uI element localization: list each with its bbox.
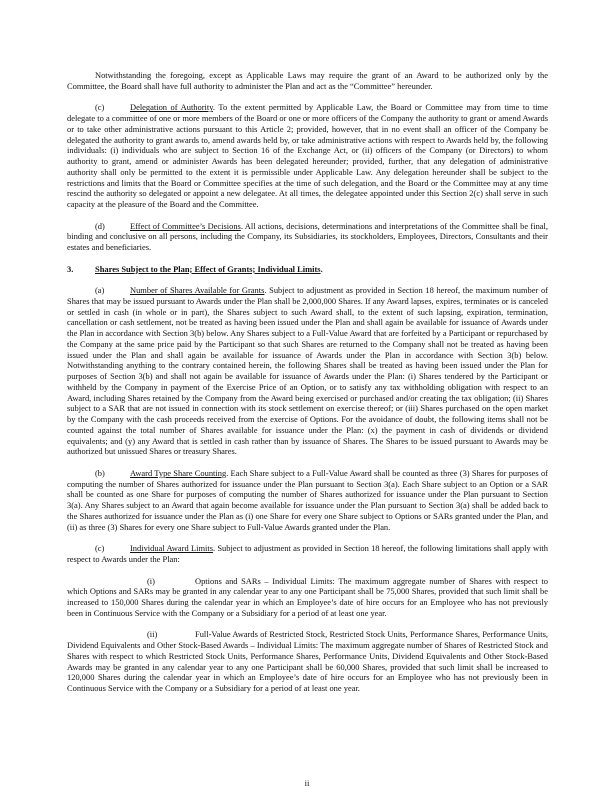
paragraph-title: Number of Shares Available for Grants <box>130 285 265 296</box>
paragraph-3a <box>67 285 548 457</box>
paragraph-text: . Subject to adjustment as provided in Section 18 hereof, the following limitations shall apply with respect to Awards under the Plan: <box>67 543 548 565</box>
intro-text: Notwithstanding the foregoing, except as Applicable Laws may require the grant of an Award to be authorized only by the Committee, the Board shall have full authority to administer the Plan and act as the “Committee” hereunder. <box>67 70 548 91</box>
subparagraph-text: Options and SARs – Individual Limits: The maximum aggregate number of Shares with respect to which Options and SARs may be granted in any calendar year to any one Participant shall be 75,000 Shares, provided that such limit shall be increased to 150,000 Shares during the calendar year in which an Employee’s date of hire occurs for an Employee who has not previously been in Continuous Service with the Company or a Subsidiary for a period of at least one year. <box>67 575 548 618</box>
paragraph-3b <box>67 468 548 533</box>
paragraph-label: (c) <box>95 102 105 113</box>
paragraph-title: Individual Award Limits <box>130 543 213 554</box>
paragraph-label: (d) <box>95 220 105 231</box>
section-title: Shares Subject to the Plan; Effect of Grants; Individual Limits <box>95 263 321 274</box>
subparagraph-label: (i) <box>147 575 155 586</box>
paragraph-text: . To the extent permitted by Applicable Law, the Board or Committee may from time to time delegate to a committee of one or more members of the Board or one or more officers of the Company the authority to grant or amend Awards or to take other administrative actions pursuant to this Article 2; provided, however, that in no event shall an officer of the Company be delegated the authority to grant awards to, amend awards held by, or take administrative actions with respect to Awards held by, the following individuals: (i) individuals who are subject to Section 16 of the Exchange Act, or (ii) officers of the Company (or Directors) to whom authority to grant, amend or administer Awards has been delegated hereunder; provided, further, that any delegation of administrative authority shall only be permitted to the extent it is permissible under Applicable Law. Any delegation hereunder shall be subject to the restrictions and limits that the Board or Committee specifies at the time of such delegation, and the Board or the Committee may at any time rescind the authority so delegated or appoint a new delegatee. At all times, the delegatee appointed under this Section 2(c) shall serve in such capacity at the pleasure of the Board and the Committee. <box>67 102 548 210</box>
paragraph-text: . Subject to adjustment as provided in Section 18 hereof, the maximum number of Shares that may be issued pursuant to Awards under the Plan shall be 2,000,000 Shares. If any Award lapses, expires, terminates or is canceled or settled in cash (in whole or in part), the Shares subject to such Award shall, to the extent of such lapsing, expiration, termination, cancellation or cash settlement, not be treated as having been issued under the Plan and shall again be available for issuance of Awards under the Plan in accordance with Section 3(b) below. Any Shares subject to a Full-Value Award that are forfeited by a Participant or repurchased by the Company at the same price paid by the Participant so that such Shares are returned to the Company shall not be treated as having been issued under the Plan and shall again be available for issuance of Awards under the Plan in accordance with Section 3(b) below. Notwithstanding anything to the contrary contained herein, the following Shares shall be treated as having been issued under the Plan for purposes of Section 3(b) and shall not again be available for issuance of Awards under the Plan: (i) Shares tendered by the Participant or withheld by the Company in payment of the Exercise Price of an Option, or to satisfy any tax withholding obligation with respect to an Award, including Shares retained by the Company from the Award being exercised or purchased and/or creating the tax obligation; (ii) Shares subject to a SAR that are not issued in connection with its stock settlement on exercise thereof; or (iii) Shares purchased on the open market by the Company with the cash proceeds received from the exercise of Options. For the avoidance of doubt, the following items shall not be counted against the total number of Shares available for issuance under the Plan: (x) the payment in cash of dividends or dividend equivalents; and (y) any Award that is settled in cash rather than by issuance of Shares. The Shares to be issued pursuant to Awards may be authorized but unissued Shares or treasury Shares. <box>67 285 548 457</box>
paragraph-label: (c) <box>95 543 105 554</box>
paragraph-text: . All actions, decisions, determinations and interpretations of the Committee shall be final, binding and conclusive on all persons, including the Company, its Subsidiaries, its stockholders, Employees, Directors, Consultants and their estates and beneficiaries. <box>67 220 548 253</box>
intro-paragraph <box>67 70 548 92</box>
paragraph-title: Award Type Share Counting <box>130 467 227 478</box>
subparagraph-text: Full-Value Awards of Restricted Stock, Restricted Stock Units, Performance Shares, Performance Units, Dividend Equivalents and Other Stock-Based Awards – Individual Limits: The maximum aggregate number of Shares of Restricted Stock and Shares with respect to which Restricted Stock Units, Performance Shares, Performance Units, Dividend Equivalents and Other Stock-Based Awards may be granted in any calendar year to any one Participant shall be 60,000 Shares, provided that such limit shall be increased to 120,000 Shares during the calendar year in which an Employee’s date of hire occurs for an Employee who has not previously been in Continuous Service with the Company or a Subsidiary for a period of at least one year. <box>67 629 548 694</box>
section-3-heading <box>67 264 548 275</box>
paragraph-label: (a) <box>95 285 105 296</box>
section-number: 3. <box>67 263 74 274</box>
paragraph-text: . Each Share subject to a Full-Value Award shall be counted as three (3) Shares for purposes of computing the number of Shares authorized for issuance under the Plan pursuant to Section 3(a). Each Share subject to an Option or a SAR shall be counted as one Share for purposes of computing the number of Shares authorized for issuance under the Plan pursuant to Section 3(a). Any Shares subject to an Award that again become available for issuance under the Plan pursuant to Section 3(a) shall be added back to the Shares authorized for issuance under the Plan as (i) one Share for every one Share subject to Options or SARs granted under the Plan, and (ii) as three (3) Shares for every one Share subject to Full-Value Awards granted under the Plan. <box>67 467 548 532</box>
subparagraph-label: (ii) <box>147 629 158 640</box>
paragraph-3c <box>67 543 548 565</box>
paragraph-title: Delegation of Authority <box>130 102 213 113</box>
document-body <box>67 70 548 705</box>
paragraph-title: Effect of Committee’s Decisions <box>130 220 241 231</box>
paragraph-2d <box>67 221 548 253</box>
paragraph-3c-ii <box>67 629 548 694</box>
page-number: ii <box>304 778 310 788</box>
paragraph-label: (b) <box>95 467 105 478</box>
section-title-end: . <box>320 263 323 274</box>
paragraph-3c-i <box>67 576 548 619</box>
paragraph-2c <box>67 102 548 210</box>
